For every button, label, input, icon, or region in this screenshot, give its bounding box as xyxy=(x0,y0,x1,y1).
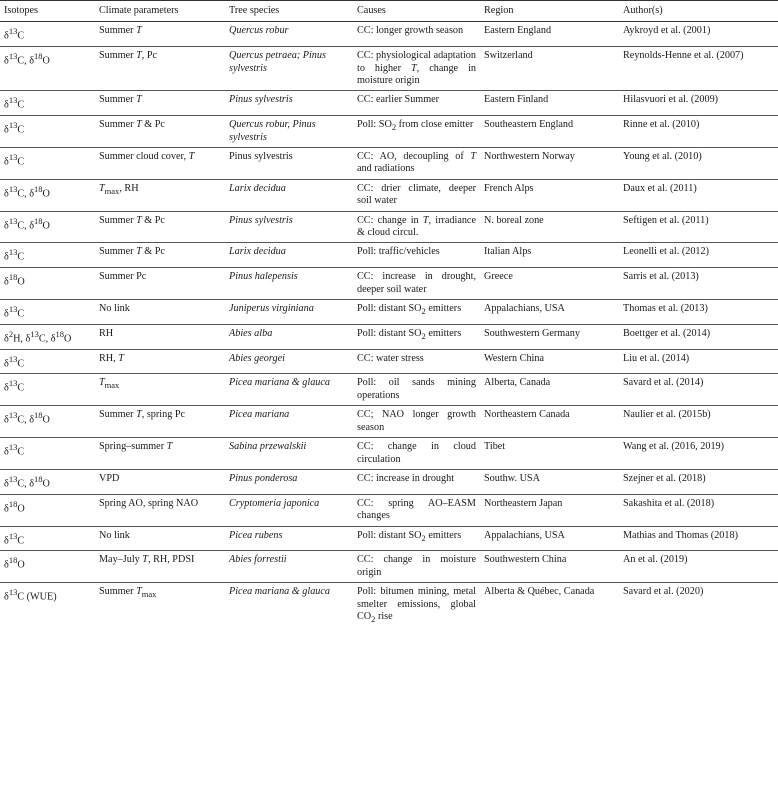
row-isotopes: $\delta^{13}C$, $\delta^{18}O$ xyxy=(4,410,50,426)
header-region: Region xyxy=(484,5,514,16)
row-tree-species: Picea mariana & glauca xyxy=(229,377,331,389)
table-row xyxy=(0,47,778,91)
row-tree-species: Pinus sylvestris xyxy=(229,214,293,226)
table-row xyxy=(0,300,778,325)
row-tree-species: Pinus sylvestris xyxy=(229,94,293,106)
row-isotopes: $\delta^{13}C$ xyxy=(4,152,25,168)
row-authors: Young et al. (2010) xyxy=(623,151,702,163)
row-causes: Poll: oil sands mining operations xyxy=(357,377,476,401)
row-region: Southwestern Germany xyxy=(484,327,580,339)
row-causes: CC: earlier Summer xyxy=(357,94,440,106)
row-climate-parameters: RH xyxy=(99,327,114,339)
row-tree-species: Quercus petraea; Pinus sylvestris xyxy=(229,50,326,74)
row-authors: Liu et al. (2014) xyxy=(623,352,690,364)
table-row xyxy=(0,116,778,148)
row-authors: Leonelli et al. (2012) xyxy=(623,246,709,258)
row-climate-parameters: Summer $T_{max}$ xyxy=(99,586,157,600)
row-isotopes: $\delta^{13}C$ xyxy=(4,26,25,42)
row-climate-parameters: Spring–summer T xyxy=(99,441,173,453)
row-tree-species: Pinus sylvestris xyxy=(229,151,293,163)
row-region: Eastern Finland xyxy=(484,94,549,106)
row-causes: CC: longer growth season xyxy=(357,25,464,37)
row-authors: Naulier et al. (2015b) xyxy=(623,409,711,421)
row-authors: Daux et al. (2011) xyxy=(623,182,697,194)
row-authors: Thomas et al. (2013) xyxy=(623,303,708,315)
row-tree-species: Quercus robur, Pinus sylvestris xyxy=(229,119,316,143)
row-region: Tibet xyxy=(484,441,506,453)
row-isotopes: $\delta^{13}C$, $\delta^{18}O$ xyxy=(4,215,50,232)
row-authors: Sarris et al. (2013) xyxy=(623,271,699,283)
row-tree-species: Cryptomeria japonica xyxy=(229,497,320,509)
row-tree-species: Picea mariana xyxy=(229,409,290,421)
row-climate-parameters: Summer T, Pc xyxy=(99,50,158,62)
row-isotopes: $\delta^{18}O$ xyxy=(4,555,25,571)
row-authors: Mathias and Thomas (2018) xyxy=(623,529,738,541)
row-climate-parameters: Summer Pc xyxy=(99,271,147,283)
header-isotopes: Isotopes xyxy=(4,5,38,16)
row-climate-parameters: Summer T & Pc xyxy=(99,214,165,226)
table-row xyxy=(0,494,778,526)
row-tree-species: Juniperus virginiana xyxy=(229,303,314,315)
row-climate-parameters: Summer T & Pc xyxy=(99,246,165,258)
header-climate-parameters: Climate parameters xyxy=(99,5,179,16)
row-isotopes: $\delta^2H$, $\delta^{13}C$, $\delta^{18}O$ xyxy=(4,328,72,345)
row-isotopes: $\delta^{13}C$ xyxy=(4,247,25,263)
row-climate-parameters: $T_{max}$ xyxy=(99,377,120,391)
table-row xyxy=(0,324,778,349)
row-causes: CC: spring AO–EASM changes xyxy=(357,497,476,522)
row-region: Northeastern Japan xyxy=(484,497,563,509)
table-row xyxy=(0,211,778,243)
row-authors: Rinne et al. (2010) xyxy=(623,119,700,131)
row-authors: Savard et al. (2014) xyxy=(623,377,704,389)
row-causes: Poll: distant $SO_2$ emitters xyxy=(357,529,462,543)
row-tree-species: Picea rubens xyxy=(229,529,283,541)
row-isotopes: $\delta^{13}C$ (WUE) xyxy=(4,587,57,603)
row-climate-parameters: RH, T xyxy=(99,352,124,364)
row-climate-parameters: $T_{max}$, RH xyxy=(99,182,139,196)
row-causes: CC; NAO longer growth season xyxy=(357,409,476,433)
row-region: Alberta, Canada xyxy=(484,377,551,389)
row-isotopes: $\delta^{13}C$ xyxy=(4,95,25,111)
row-tree-species: Larix decidua xyxy=(229,182,286,194)
row-authors: Reynolds-Henne et al. (2007) xyxy=(623,50,744,62)
row-region: Western China xyxy=(484,352,545,364)
row-climate-parameters: No link xyxy=(99,303,130,315)
row-causes: Poll: bitumen mining, metal smelter emissions, global $CO_2$ rise xyxy=(357,586,476,624)
row-authors: An et al. (2019) xyxy=(623,554,688,566)
row-region: Northwestern Norway xyxy=(484,151,575,163)
row-region: Eastern England xyxy=(484,25,552,37)
table-row xyxy=(0,268,778,300)
row-authors: Savard et al. (2020) xyxy=(623,586,704,598)
table-row xyxy=(0,526,778,551)
row-isotopes: $\delta^{13}C$, $\delta^{18}O$ xyxy=(4,183,50,200)
row-authors: Hilasvuori et al. (2009) xyxy=(623,94,719,106)
row-isotopes: $\delta^{13}C$, $\delta^{18}O$ xyxy=(4,473,50,490)
row-region: French Alps xyxy=(484,182,534,194)
row-climate-parameters: Spring AO, spring NAO xyxy=(99,497,199,509)
row-climate-parameters: Summer T xyxy=(99,25,142,37)
row-isotopes: $\delta^{13}C$, $\delta^{18}O$ xyxy=(4,51,50,67)
row-region: Switzerland xyxy=(484,50,533,62)
table-row xyxy=(0,243,778,268)
row-causes: Poll: $SO_2$ from close emitter xyxy=(357,119,474,133)
row-isotopes: $\delta^{13}C$ xyxy=(4,120,25,136)
row-region: Alberta & Québec, Canada xyxy=(484,586,595,598)
row-causes: CC: change in cloud circulation xyxy=(357,441,476,465)
table-header-row xyxy=(0,1,778,22)
header-causes: Causes xyxy=(357,5,386,16)
row-region: Italian Alps xyxy=(484,246,532,258)
row-authors: Sakashita et al. (2018) xyxy=(623,497,715,509)
table-row xyxy=(0,91,778,116)
table-row xyxy=(0,148,778,180)
table-row xyxy=(0,583,778,629)
row-tree-species: Abies alba xyxy=(229,327,273,339)
row-causes: CC: water stress xyxy=(357,352,424,364)
row-tree-species: Sabina przewalskii xyxy=(229,441,307,453)
row-tree-species: Pinus halepensis xyxy=(229,271,298,283)
row-authors: Seftigen et al. (2011) xyxy=(623,214,709,226)
row-tree-species: Picea mariana & glauca xyxy=(229,586,331,598)
table-row xyxy=(0,469,778,494)
row-tree-species: Quercus robur xyxy=(229,25,289,37)
row-region: Appalachians, USA xyxy=(484,303,565,315)
row-region: Southwestern China xyxy=(484,554,567,566)
row-tree-species: Abies georgei xyxy=(229,352,285,364)
table-row xyxy=(0,374,778,406)
row-authors: Wang et al. (2016, 2019) xyxy=(623,441,725,453)
row-causes: CC: change in moisture origin xyxy=(357,554,476,578)
row-isotopes: $\delta^{18}O$ xyxy=(4,272,25,288)
row-climate-parameters: May–July T, RH, PDSI xyxy=(99,554,195,566)
row-region: N. boreal zone xyxy=(484,214,544,226)
row-tree-species: Pinus ponderosa xyxy=(229,472,298,484)
row-authors: Aykroyd et al. (2001) xyxy=(623,25,711,37)
row-climate-parameters: Summer cloud cover, T xyxy=(99,151,195,163)
row-isotopes: $\delta^{18}O$ xyxy=(4,498,25,515)
row-tree-species: Larix decidua xyxy=(229,246,286,258)
table-row xyxy=(0,179,778,211)
header-tree-species: Tree species xyxy=(229,5,280,16)
row-causes: Poll: distant $SO_2$ emitters xyxy=(357,327,462,341)
row-isotopes: $\delta^{13}C$ xyxy=(4,530,25,546)
row-causes: CC: physiological adaptation to higher T, change in moisture origin xyxy=(357,50,476,87)
row-region: Southeastern England xyxy=(484,119,574,131)
row-climate-parameters: Summer T xyxy=(99,94,142,106)
row-isotopes: $\delta^{13}C$ xyxy=(4,442,25,458)
row-region: Appalachians, USA xyxy=(484,529,565,541)
row-isotopes: $\delta^{13}C$ xyxy=(4,304,25,320)
row-climate-parameters: VPD xyxy=(99,472,120,484)
row-causes: CC: increase in drought xyxy=(357,472,455,484)
row-causes: CC: increase in drought, deeper soil water xyxy=(357,271,476,295)
header-authors: Author(s) xyxy=(623,5,663,16)
row-climate-parameters: Summer T, spring Pc xyxy=(99,409,186,421)
row-region: Northeastern Canada xyxy=(484,409,570,421)
row-tree-species: Abies forrestii xyxy=(229,554,287,566)
row-climate-parameters: No link xyxy=(99,529,130,541)
row-climate-parameters: Summer T & Pc xyxy=(99,119,165,131)
row-region: Southw. USA xyxy=(484,472,540,484)
row-causes: Poll: distant $SO_2$ emitters xyxy=(357,303,462,317)
table-row xyxy=(0,406,778,438)
row-authors: Boettger et al. (2014) xyxy=(623,327,711,339)
row-region: Greece xyxy=(484,271,513,283)
row-authors: Szejner et al. (2018) xyxy=(623,472,706,484)
table-row xyxy=(0,438,778,470)
row-causes: CC: change in T, irradiance & cloud circul. xyxy=(357,214,476,239)
row-causes: CC: drier climate, deeper soil water xyxy=(357,182,476,207)
table-row xyxy=(0,22,778,47)
table-row xyxy=(0,551,778,583)
row-causes: Poll: traffic/vehicles xyxy=(357,246,440,258)
row-isotopes: $\delta^{13}C$ xyxy=(4,378,25,394)
row-causes: CC: AO, decoupling of T and radiations xyxy=(357,151,476,175)
row-isotopes: $\delta^{13}C$ xyxy=(4,353,25,370)
table-row xyxy=(0,349,778,374)
